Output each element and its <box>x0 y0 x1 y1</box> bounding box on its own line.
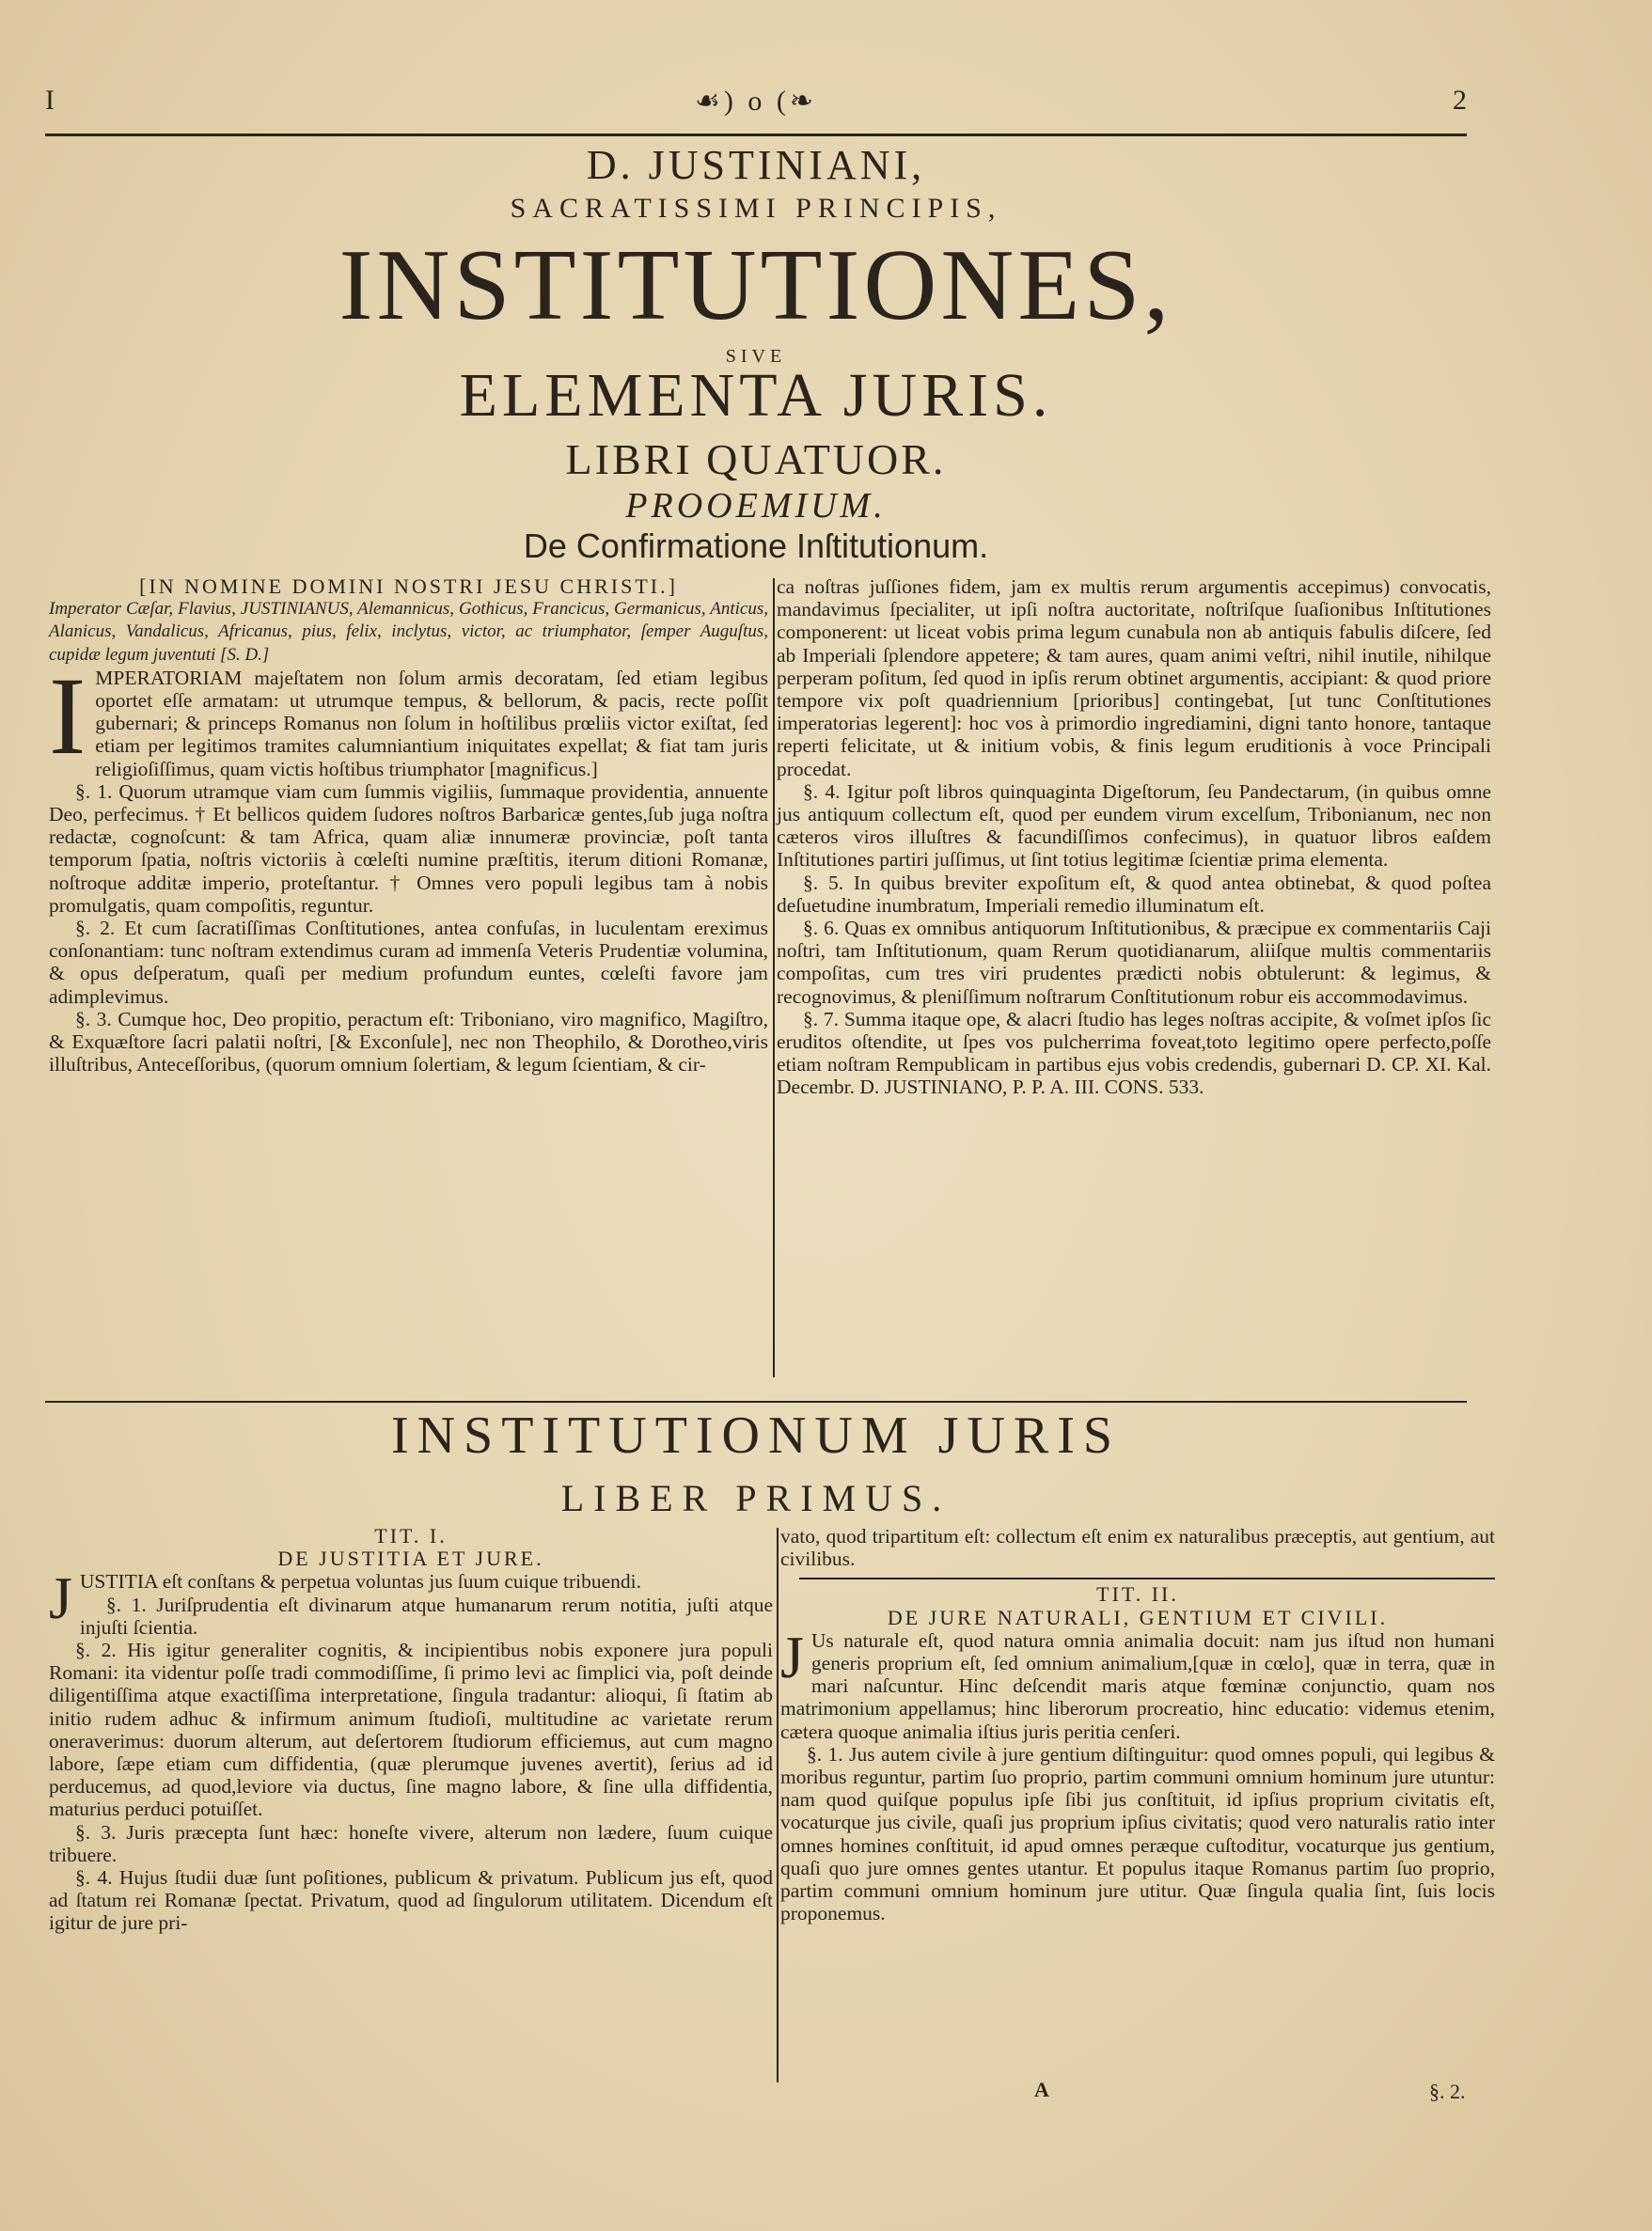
invocation: [IN NOMINE DOMINI NOSTRI JESU CHRISTI.] <box>139 574 678 598</box>
running-header <box>45 85 1467 132</box>
prooemium-paragraph: §. 7. Summa itaque ope, & alacri ſtudio has leges noſtras accipite, & voſmet ipſos ſic eruditos oſtendite, ut ſpes vos pulcherrima foveat,toto legitimo opere perfecto,poſſe etiam noſtram Rempublicam in partibus ejus vobis credendis, gubernari D. CP. XI. Kal. Decembr. D. JUSTINIANO, P. P. A. III. CONS. 533. <box>777 1007 1491 1099</box>
tit-heading: DE JURE NATURALI, GENTIUM ET CIVILI. <box>887 1605 1389 1629</box>
title-main: INSTITUTIONES, <box>338 229 1173 341</box>
signature-mark: A <box>1034 2078 1049 2101</box>
title-epithet: SACRATISSIMI PRINCIPIS, <box>510 193 1002 224</box>
header-rule <box>45 134 1467 136</box>
title-libri: LIBRI QUATUOR. <box>565 435 947 483</box>
prooemium-paragraph: §. 6. Quas ex omnibus antiquorum Inſtitutionibus, & præcipue ex commentariis Caji noſtri, tam Inſtitutionum, quam Rerum quotidianarum, aliiſque multis commentariis compoſitas, cum tres viri prudentes prædicti nobis obtulerunt: & legimus, & recognovimus, & pleniſſimum noſtrarum Conſtitutionum robur eis accommodavimus. <box>777 917 1491 1008</box>
liber-title: INSTITUTIONUM JURIS <box>390 1406 1122 1465</box>
prooemium-paragraph: §. 2. Et cum ſacratiſſimas Conſtitutiones, antea confuſas, in luculentam ereximus conſonantiam: tunc noſtram extendimus curam ad immenſa Veteris Prudentiæ volumina, & opus deſperatum, quaſi per medium profundum euntes, cœleſti favore jam adimplevimus. <box>49 917 768 1008</box>
liber-paragraph: §. 1. Juriſprudentia eſt divinarum atque humanarum rerum notitia, juſti atque injuſti ſcientia. <box>79 1593 773 1639</box>
tit-number: TIT. I. <box>374 1524 448 1548</box>
liber-right-column <box>780 1525 1495 1925</box>
liber-paragraph: §. 3. Juris præcepta ſunt hæc: honeſte vivere, alterum non lædere, ſuum cuique tribuere. <box>49 1820 773 1866</box>
imperial-titulature: Imperator Cæſar, Flavius, JUSTINIANUS, Alemannicus, Gothicus, Francicus, Germanicus, Anticus, Alanicus, Vandalicus, Africanus, pius, felix, inclytus, victor, ac triumphator, ſemper Auguſtus, cupidæ legum juventuti [S. D.] <box>49 599 768 665</box>
tit-heading: DE JUSTITIA ET JURE. <box>277 1547 544 1571</box>
header-ornament: ☙) o (❧ <box>694 86 817 117</box>
prooemium-paragraph: IMPERATORIAM majeſtatem non ſolum armis decoratam, ſed etiam legibus oportet eſſe armatam: ut utrumque tempus, & bellorum, & pacis, recte poſſit gubernari; & princeps Romanus non ſolum in hoſtilibus prœliis victor exiſtat, ſed etiam per legitimos tramites calumniantium iniquitates expellat; & fiat tam juris religioſiſſimus, quam victis hoſtibus triumphator [magnificus.] <box>49 653 768 780</box>
prooemium-subheading: De Confirmatione Inſtitutionum. <box>523 526 989 565</box>
liber-subtitle: LIBER PRIMUS. <box>560 1477 952 1519</box>
drop-capital: J <box>780 1623 804 1690</box>
liber-paragraph: §. 2. His igitur generaliter cognitis, & incipientibus nobis exponere jura populi Romani: ita videntur poſſe tradi commodiſſime, ſi primo levi ac ſimplici via, poſt deinde diligentiſſima atque exactiſſima interpretatione, ſingula tradantur: alioqui, ſi ſtatim ab initio rudem adhuc & infirmum animum ſtudioſi, multitudine ac varietate rerum oneraverimus: duorum alterum, aut deſertorem ſtudiorum efficiemus, aut cum magno labore, ſæpe etiam cum diffidentia, (quæ plerumque juvenes avertit), ſerius ad id perducemus, ad quod,leviore via ductus, ſine magno labore, & ſine ulla diffidentia, maturius perduci potuiſſet. <box>49 1639 773 1821</box>
prooemium-right-column <box>777 575 1491 1099</box>
catchword: §. 2. <box>1429 2080 1466 2103</box>
liber-paragraph: J Us naturale eſt, quod natura omnia animalia docuit: nam jus iſtud non humani generis proprium eſt, ſed omnium animalium,[quæ in cœlo], quæ in terra, quæ in mari naſcuntur. Hinc deſcendit maris atque fœminæ conjunctio, quam nos matrimonium appellamus; hinc liberorum procreatio, hinc educatio: videmus etenim, cætera quoque animalia iſtius juris peritia cenſeri. <box>780 1623 1495 1743</box>
title-sive: SIVE <box>725 346 787 367</box>
liber-paragraph: §. 1. Jus autem civile à jure gentium diſtinguitur: quod omnes populi, qui legibus & moribus reguntur, partim ſuo proprio, partim communi omnium hominum jure utuntur: nam quod quiſque populus ipſe ſibi jus conſtituit, id ipſius proprium civitatis eſt, vocaturque jus civile, quaſi jus proprium ipſius civitatis; quod vero naturalis ratio inter omnes homines conſtituit, id apud omnes peræque cuſtoditur, vocaturque jus gentium, quaſi quo jure omnes gentes utantur. Et populus itaque Romanus partim ſuo proprio, partim communi omnium hominum jure utitur. Quæ ſingula qualia ſint, ſuis locis proponemus. <box>780 1742 1495 1925</box>
column-divider <box>777 1528 779 2082</box>
liber-paragraph: §. 4. Hujus ſtudii duæ ſunt poſitiones, publicum & privatum. Publicum jus eſt, quod ad ſtatum rei Romanæ ſpectat. Privatum, quod ad ſingulorum utilitatem. Dicendum eſt igitur de jure pri- <box>49 1866 773 1935</box>
prooemium-heading: PROOEMIUM. <box>625 486 887 526</box>
prooemium-paragraph: §. 1. Quorum utramque viam cum ſummis vigiliis, ſummaque providentia, annuente Deo, perfecimus. † Et bellicos quidem ſudores noſtros Barbaricæ gentes,ſub juga noſtra redactæ, cognoſcunt: & tam Africa, quam aliæ innumeræ provinciæ, poſt tanta temporum ſpatia, noſtris victoriis à cœleſti numine præſtitis, iterum ditioni Romanæ, noſtroque additæ imperio, proteſtantur. † Omnes vero populi legibus tam à nobis promulgatis, quam compoſitis, reguntur. <box>49 779 768 917</box>
liber-left-column <box>49 1525 773 1935</box>
page-number-right: 2 <box>1453 85 1467 116</box>
column-divider <box>773 578 775 1377</box>
prooemium-left-column <box>49 575 768 1076</box>
section-rule <box>45 1401 1467 1403</box>
liber-paragraph: vato, quod tripartitum eſt: collectum eſt enim ex naturalibus præceptis, aut gentium, aut civilibus. <box>780 1525 1495 1571</box>
tit-rule <box>799 1578 1495 1579</box>
prooemium-paragraph: §. 5. In quibus breviter expoſitum eſt, & quod antea obtinebat, & quod poſtea deſuetudine inumbratum, Imperiali remedio illuminatum eſt. <box>777 871 1491 917</box>
tit-number: TIT. II. <box>1096 1582 1179 1607</box>
drop-capital: I <box>49 653 87 778</box>
title-elementa: ELEMENTA JURIS. <box>459 361 1053 430</box>
drop-capital: J <box>49 1564 72 1632</box>
page-number-left: I <box>45 85 55 116</box>
prooemium-paragraph: §. 4. Igitur poſt libros quinquaginta Digeſtorum, ſeu Pandectarum, (in quibus omne jus antiquum collectum eſt, quod per eundem virum excelſum, Tribonianum, nec non cæteros viros illuſtres & facundiſſimos confecimus), in quatuor libros eaſdem Inſtitutiones partiri juſſimus, ut ſint totius legitimæ ſcientiæ prima elementa. <box>777 779 1491 872</box>
title-author: D. JUSTINIANI, <box>586 142 926 188</box>
liber-paragraph: JUSTITIA eſt conſtans & perpetua voluntas jus ſuum cuique tribuendi. <box>49 1564 642 1632</box>
prooemium-paragraph: ca noſtras juſſiones fidem, jam ex multis rerum argumentis accepimus) convocatis, mandavimus ſpecialiter, ut ipſi noſtra auctoritate, noſtriſque ſuaſionibus Inſtitutiones componerent: ut liceat vobis prima legum cunabula non ab antiquis fabulis diſcere, ſed ab Imperiali ſplendore appetere; & tam aures, quam animi veſtri, nihil inutile, nihilque perperam poſitum, ſed quod in ipſis rerum obtinet argumentis, accipiant: & quod priore tempore vix poſt quadriennium [prioribus] contingebat, [ut tunc Conſtitutiones imperatorias legerent]: hoc vos à primordio ingrediamini, digni tanto honore, tantaque reperti felicitate, ut & initium vobis, & finis legum eruditionis à voce Principali procedat. <box>777 575 1491 780</box>
prooemium-paragraph: §. 3. Cumque hoc, Deo propitio, peractum eſt: Triboniano, viro magnifico, Magiſtro, & Exquæſtore ſacri palatii noſtri, [& Exconſule], nec non Theophilo, & Dorotheo,viris illuſtribus, Anteceſſoribus, (quorum omnium ſolertiam, & legum ſcientiam, & cir- <box>49 1007 768 1076</box>
